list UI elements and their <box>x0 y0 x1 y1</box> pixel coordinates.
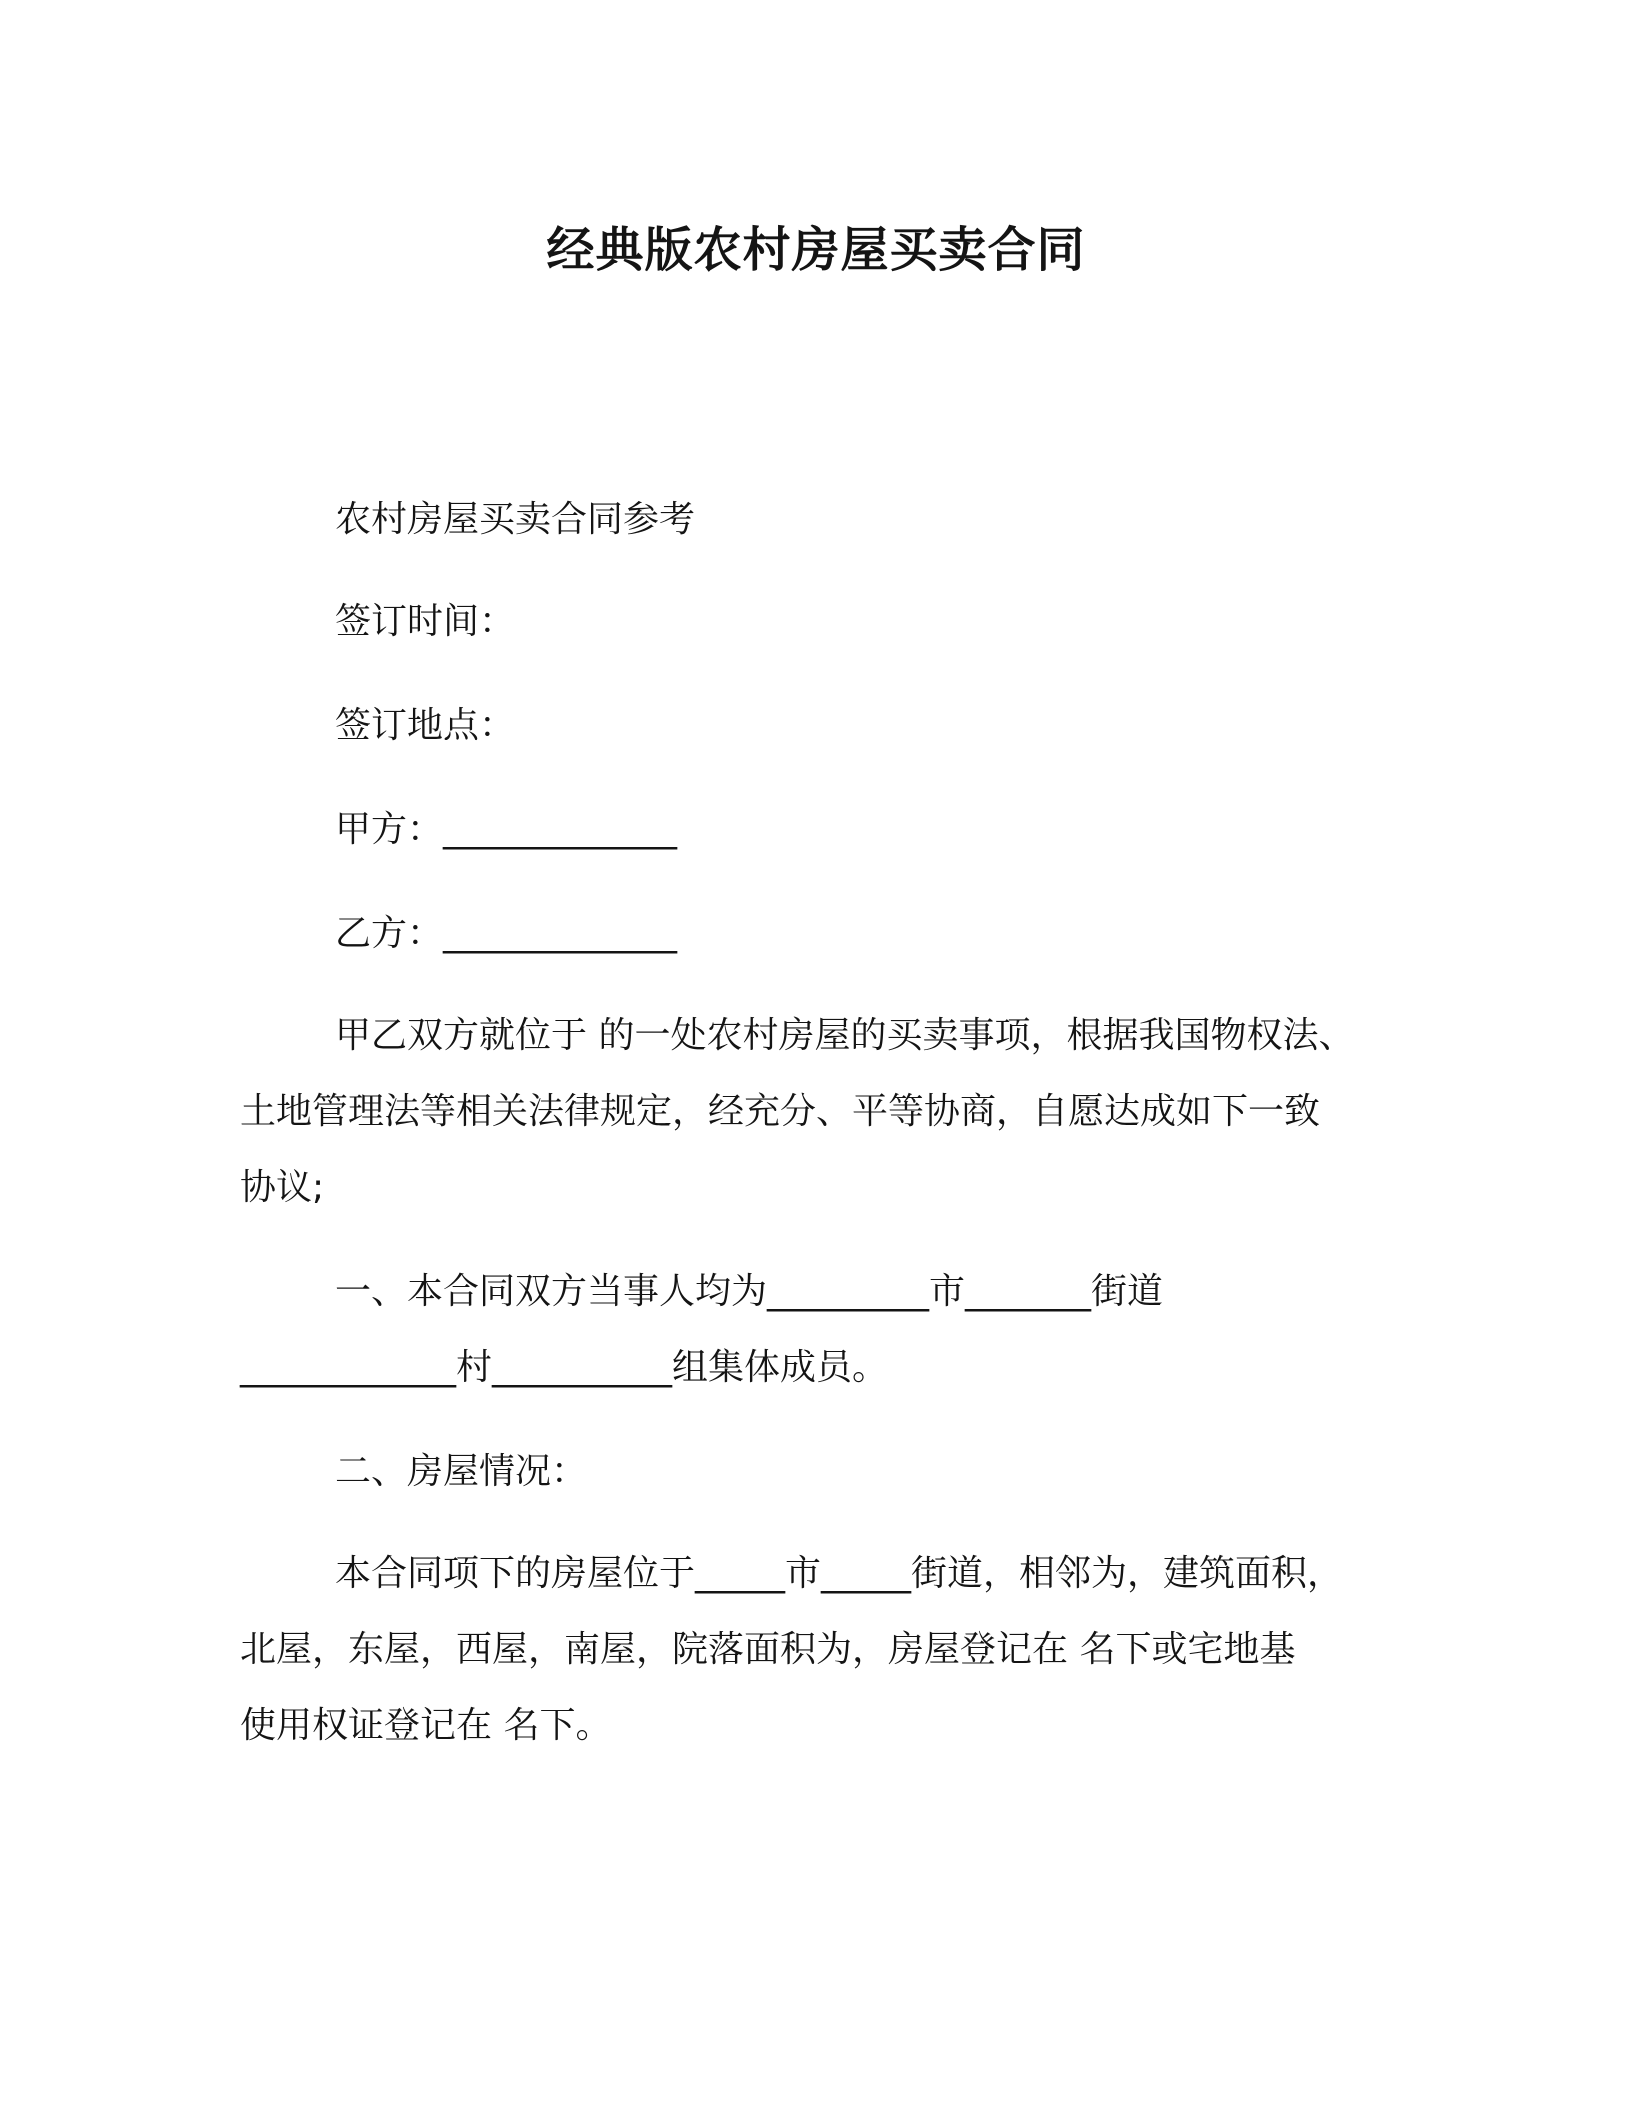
clause-one-line: ____________村__________组集体成员。 <box>240 1347 889 1388</box>
sign-time-label: 签订时间： <box>335 601 516 642</box>
party-a-line: 甲方：_____________ <box>335 809 678 850</box>
document-title: 经典版农村房屋买卖合同 <box>546 222 1086 278</box>
clause-two-line: 本合同项下的房屋位于_____市_____街道，相邻为，建筑面积， <box>335 1553 1344 1594</box>
preamble-line: 土地管理法等相关法律规定，经充分、平等协商，自愿达成如下一致 <box>240 1091 1321 1132</box>
preamble-line: 甲乙双方就位于 的一处农村房屋的买卖事项，根据我国物权法、 <box>335 1015 1355 1056</box>
clause-two-line: 使用权证登记在 名下。 <box>240 1705 612 1746</box>
subtitle: 农村房屋买卖合同参考 <box>335 499 696 540</box>
clause-one-line: 一、本合同双方当事人均为_________市_______街道 <box>335 1271 1164 1312</box>
clause-two-line: 北屋，东屋，西屋，南屋，院落面积为，房屋登记在 名下或宅地基 <box>240 1629 1296 1670</box>
preamble-line: 协议; <box>240 1167 325 1208</box>
sign-place-label: 签订地点： <box>335 705 516 746</box>
clause-two-heading: 二、房屋情况： <box>335 1451 588 1492</box>
party-b-line: 乙方：_____________ <box>335 913 678 954</box>
